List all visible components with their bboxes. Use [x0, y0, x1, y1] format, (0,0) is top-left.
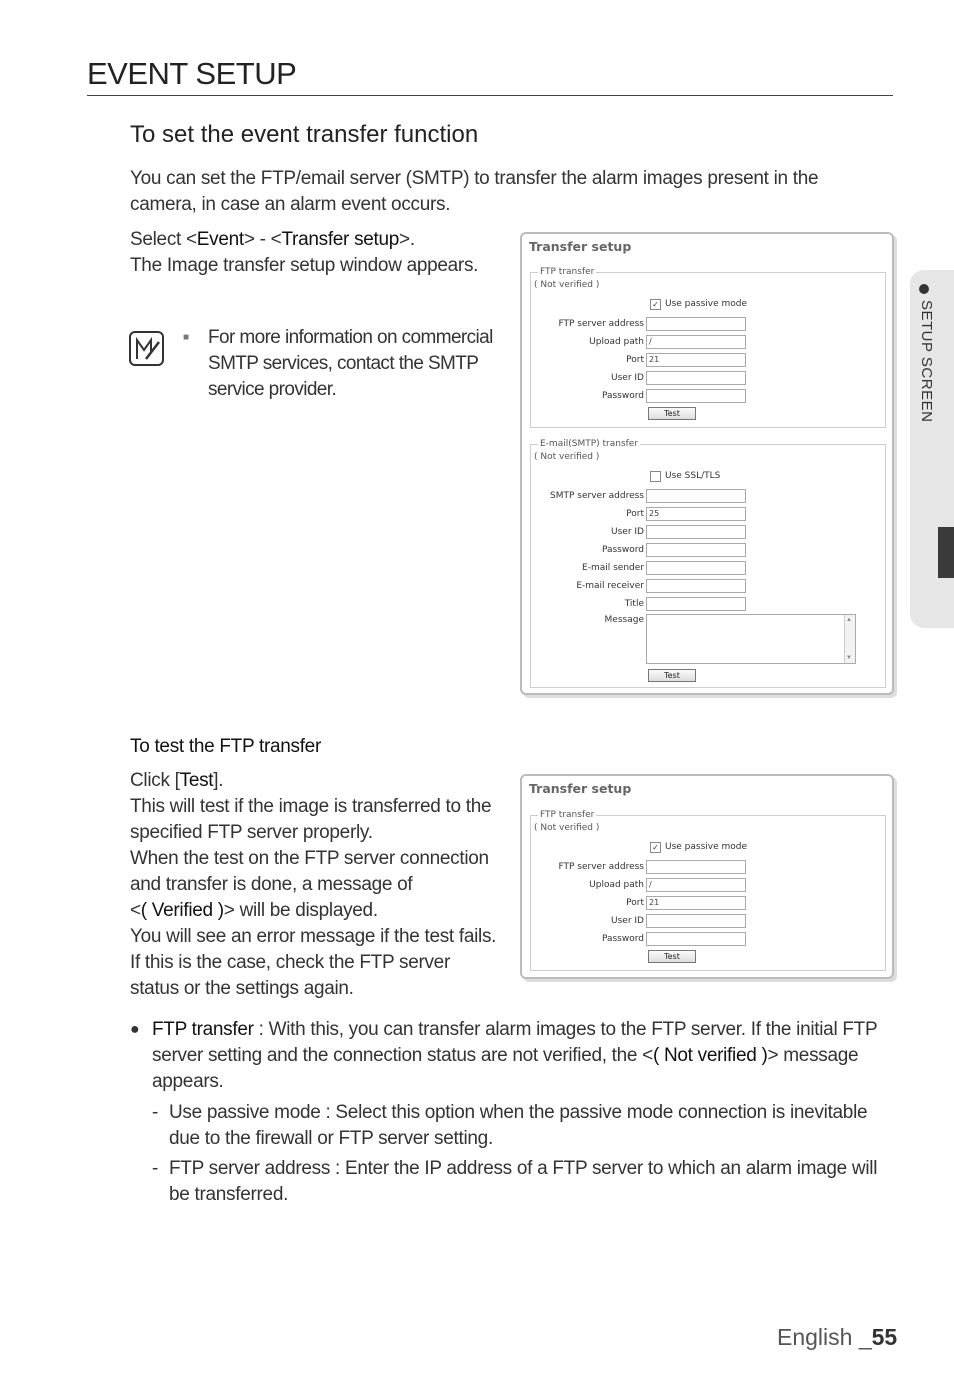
upload-path-input[interactable]: / — [646, 878, 746, 892]
bullet-icon: ● — [130, 1021, 140, 1038]
scroll-down-icon[interactable]: ▼ — [846, 655, 852, 661]
ssl-checkbox[interactable] — [650, 471, 661, 482]
section-title: EVENT SETUP — [87, 56, 297, 91]
dash-marker: - — [152, 1102, 159, 1123]
side-tab-marker — [938, 527, 954, 578]
smtp-user-id-input[interactable] — [646, 525, 746, 539]
note-icon — [128, 330, 166, 368]
ftp-label: FTP server address — [558, 319, 644, 329]
ftp-label: Password — [601, 934, 644, 944]
passive-mode-checkbox[interactable]: ✓ — [650, 299, 661, 310]
smtp-test-button[interactable]: Test — [648, 669, 696, 682]
ftp-legend: FTP transfer — [540, 267, 595, 277]
smtp-label: E-mail receiver — [576, 581, 644, 591]
subsection-title: To set the event transfer function — [130, 121, 479, 148]
ftp-address-description: FTP server address : Enter the IP address of a FTP server to which an alarm image will be transferred. — [169, 1158, 878, 1205]
passive-mode-label: Use passive mode — [665, 299, 748, 309]
ftp-label: Port — [626, 898, 644, 908]
ftp-fieldset — [530, 272, 886, 428]
window-title: Transfer setup — [529, 781, 632, 796]
smtp-status: ( Not verified ) — [534, 452, 600, 462]
ftp-server-address-input[interactable] — [646, 860, 746, 874]
smtp-port-input[interactable]: 25 — [646, 507, 746, 521]
ftp-label: Port — [626, 355, 644, 365]
page-footer: English _55 — [777, 1324, 898, 1350]
smtp-server-address-input[interactable] — [646, 489, 746, 503]
passive-mode-label: Use passive mode — [665, 842, 748, 852]
email-title-input[interactable] — [646, 597, 746, 611]
ftp-port-input[interactable]: 21 — [646, 353, 746, 367]
ftp-user-id-input[interactable] — [646, 371, 746, 385]
message-textarea[interactable] — [646, 614, 856, 664]
ftp-transfer-description: FTP transfer : With this, you can transfer alarm images to the FTP server. If the initial FTP server setting and the connection status are not verified, the <( Not verified )> message appears. — [152, 1019, 877, 1092]
dash-marker: - — [152, 1158, 159, 1179]
email-receiver-input[interactable] — [646, 579, 746, 593]
transfer-setup-window — [520, 232, 894, 695]
smtp-label: User ID — [611, 527, 644, 537]
ftp-port-input[interactable]: 21 — [646, 896, 746, 910]
email-sender-input[interactable] — [646, 561, 746, 575]
ftp-user-id-input[interactable] — [646, 914, 746, 928]
textarea-scrollbar[interactable] — [844, 615, 855, 663]
ssl-label: Use SSL/TLS — [665, 471, 721, 481]
smtp-label: Title — [624, 599, 644, 609]
title-divider — [87, 95, 893, 96]
note-bullet: ■ — [183, 332, 190, 343]
ftp-password-input[interactable] — [646, 932, 746, 946]
ftp-test-button[interactable]: Test — [648, 407, 696, 420]
ftp-label: Upload path — [589, 880, 644, 890]
upload-path-input[interactable]: / — [646, 335, 746, 349]
passive-mode-description: Use passive mode : Select this option when the passive mode connection is inevitable due to the firewall or FTP server setting. — [169, 1102, 868, 1149]
ftp-label: User ID — [611, 916, 644, 926]
side-tab-bullet — [919, 284, 929, 294]
passive-mode-checkbox[interactable]: ✓ — [650, 842, 661, 853]
ftp-server-address-input[interactable] — [646, 317, 746, 331]
test-description: Click [Test]. This will test if the image is transferred to the specified FTP server properly. When the test on the FTP server connection and transfer is done, a message of <( Verified )> will be displayed. You will see an error message if the test fails. If this is the case, check the FTP server status or the settings again. — [130, 770, 497, 999]
ftp-test-button[interactable]: Test — [648, 950, 696, 963]
ftp-password-input[interactable] — [646, 389, 746, 403]
note-text: For more information on commercial SMTP services, contact the SMTP service provider. — [208, 327, 493, 400]
smtp-label: E-mail sender — [582, 563, 644, 573]
ftp-fieldset — [530, 815, 886, 971]
page-number: 55 — [871, 1324, 898, 1350]
ftp-label: Upload path — [589, 337, 644, 347]
smtp-label: Password — [601, 545, 644, 555]
smtp-legend: E-mail(SMTP) transfer — [540, 439, 639, 449]
ftp-status: ( Not verified ) — [534, 280, 600, 290]
select-instruction: Select <Event> - <Transfer setup>. The Image transfer setup window appears. — [130, 229, 479, 276]
smtp-label: Port — [626, 509, 644, 519]
smtp-password-input[interactable] — [646, 543, 746, 557]
scroll-up-icon[interactable]: ▲ — [846, 617, 852, 623]
ftp-label: FTP server address — [558, 862, 644, 872]
smtp-label: SMTP server address — [550, 491, 644, 501]
window-appears-text: The Image transfer setup window appears. — [130, 255, 479, 276]
ftp-status: ( Not verified ) — [534, 823, 600, 833]
ftp-label: User ID — [611, 373, 644, 383]
message-label: Message — [604, 615, 644, 625]
test-heading: To test the FTP transfer — [130, 736, 321, 757]
intro-paragraph: You can set the FTP/email server (SMTP) to transfer the alarm images present in the camera, in case an alarm event occurs. — [130, 168, 819, 215]
side-tab-label: SETUP SCREEN — [918, 300, 935, 423]
ftp-label: Password — [601, 391, 644, 401]
ftp-legend: FTP transfer — [540, 810, 595, 820]
window-title: Transfer setup — [529, 239, 632, 254]
ftp-test-window — [520, 774, 894, 979]
